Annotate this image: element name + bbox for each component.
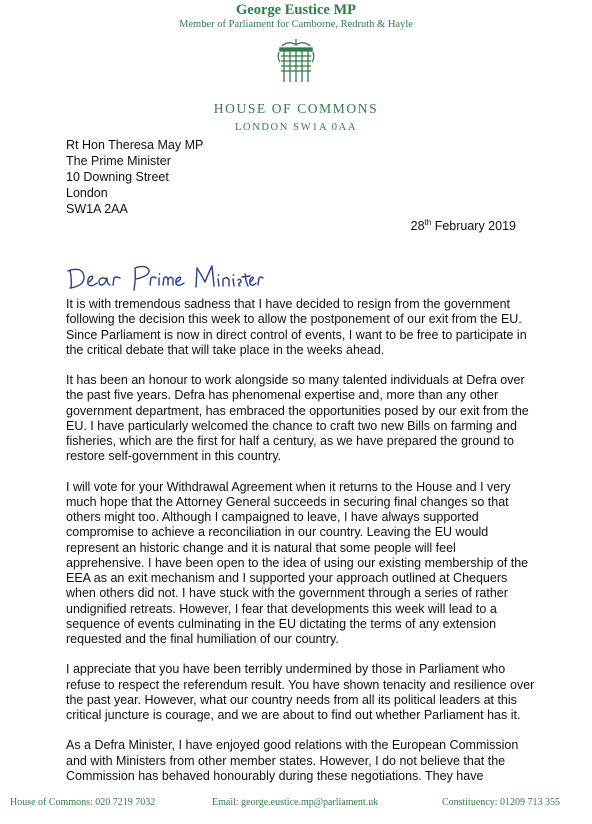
paragraph: It has been an honour to work alongside so many talented individuals at Defra over the past five years. Defra has phenomenal expertise and, more than any other government department, has embraced the opportunities posed by our exit from the EU. I have particularly welcomed the chance to craft two new Bills on farming and fisheries, which are the first for half a century, as we have prepared the ground to restore self-government in this country. xyxy=(66,373,529,464)
recipient-line: SW1A 2AA xyxy=(66,202,128,216)
date-day: 28 xyxy=(410,219,425,234)
recipient-line: London xyxy=(66,186,108,200)
paragraph: I appreciate that you have been terribly undermined by those in Parliament who refuse to respect the referendum result. You have shown tenacity and resilience over the past year. However, what our country needs from all its political leaders at this critical juncture is courage, and we are about to find out whether Parliament has it. xyxy=(66,662,535,722)
paragraph: It is with tremendous sadness that I have decided to resign from the government following the decision this week to allow the postponement of our exit from the EU. Since Parliament is now in direct control of events, I want to be free to participate in the critical debate that will take place in the weeks ahead. xyxy=(66,297,527,357)
mp-name: George Eustice MP xyxy=(236,2,356,18)
footer-email: Email: george.eustice.mp@parliament.uk xyxy=(212,797,379,808)
house-of-commons-heading: HOUSE OF COMMONS xyxy=(213,101,379,116)
date-rest: February 2019 xyxy=(431,219,516,234)
recipient-line: Rt Hon Theresa May MP xyxy=(66,138,204,152)
footer-constituency: Constituency: 01209 713 355 xyxy=(441,797,560,808)
letter-body xyxy=(66,297,536,799)
house-address: LONDON SW1A 0AA xyxy=(235,122,357,133)
mp-subtitle: Member of Parliament for Camborne, Redruth & Hayle xyxy=(179,19,413,30)
date-suffix: th xyxy=(424,218,432,227)
paragraph: As a Defra Minister, I have enjoyed good relations with the European Commission and with Ministers from other member states. However, I do not believe that the Commission has behaved honourably during these negotiations. They have xyxy=(66,738,519,783)
recipient-address xyxy=(66,137,203,217)
handwritten-salutation xyxy=(64,260,264,294)
footer-phone: House of Commons: 020 7219 7032 xyxy=(10,797,156,808)
portcullis-icon xyxy=(276,38,316,84)
recipient-line: The Prime Minister xyxy=(66,154,171,168)
letter-date xyxy=(411,218,516,233)
recipient-line: 10 Downing Street xyxy=(66,170,169,184)
letter-footer xyxy=(0,797,592,811)
paragraph: I will vote for your Withdrawal Agreement when it returns to the House and I very much hope that the Attorney General succeeds in securing final changes so that others might too. Although I campaigned to leave, I have always supported compromise to achieve a reconciliation in our country. Leaving the EU would represent an historic change and it is natural that some people will feel apprehensive. I have been open to the idea of using our existing membership of the EEA as an exit mechanism and I supported your approach outlined at Chequers when others did not. I have stuck with the government through a series of rather undignified retreats. However, I fear that developments this week will lead to a sequence of events culminating in the EU dictating the terms of any extension requested and the final humiliation of our country. xyxy=(66,479,529,646)
